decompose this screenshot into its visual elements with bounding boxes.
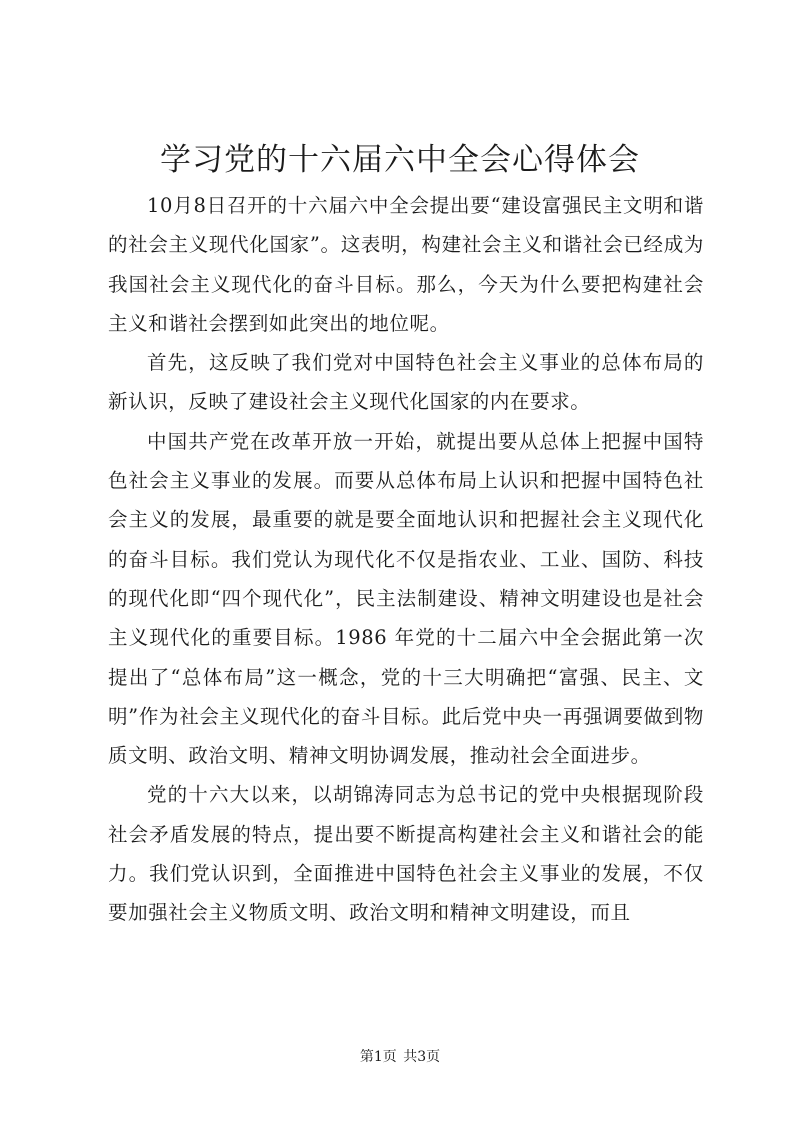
page-number: 第1页 (359, 1049, 397, 1065)
paragraph: 首先，这反映了我们党对中国特色社会主义事业的总体布局的新认识，反映了建设社会主义现代化国家的内在要求。 (108, 351, 704, 414)
page-total: 共3页 (403, 1049, 441, 1065)
paragraph: 中国共产党在改革开放一开始，就提出要从总体上把握中国特色社会主义事业的发展。而要从总体布局上认识和把握中国特色社会主义的发展，最重要的就是要全面地认识和把握社会主义现代化的奋斗目标。我们党认为现代化不仅是指农业、工业、国防、科技的现代化即“四个现代化”，民主法制建设、精神文明建设也是社会主义现代化的重要目标。1986 年党的十二届六中全会据此第一次提出了“总体布局”这一概念，党的十三大明确把“富强、民主、文明”作为社会主义现代化的奋斗目标。此后党中央一再强调要做到物质文明、政治文明、精神文明协调发展，推动社会全面进步。 (108, 429, 704, 768)
document-title: 学习党的十六届六中全会心得体会 (160, 142, 640, 178)
document-body (108, 186, 704, 933)
paragraph: 10月8日召开的十六届六中全会提出要“建设富强民主文明和谐的社会主义现代化国家”。这表明，构建社会主义和谐社会已经成为我国社会主义现代化的奋斗目标。那么，今天为什么要把构建社会主义和谐社会摆到如此突出的地位呢。 (108, 194, 704, 335)
paragraph: 党的十六大以来，以胡锦涛同志为总书记的党中央根据现阶段社会矛盾发展的特点，提出要不断提高构建社会主义和谐社会的能力。我们党认识到，全面推进中国特色社会主义事业的发展，不仅要加强社会主义物质文明、政治文明和精神文明建设，而且 (108, 783, 704, 925)
page-footer (0, 1047, 800, 1067)
